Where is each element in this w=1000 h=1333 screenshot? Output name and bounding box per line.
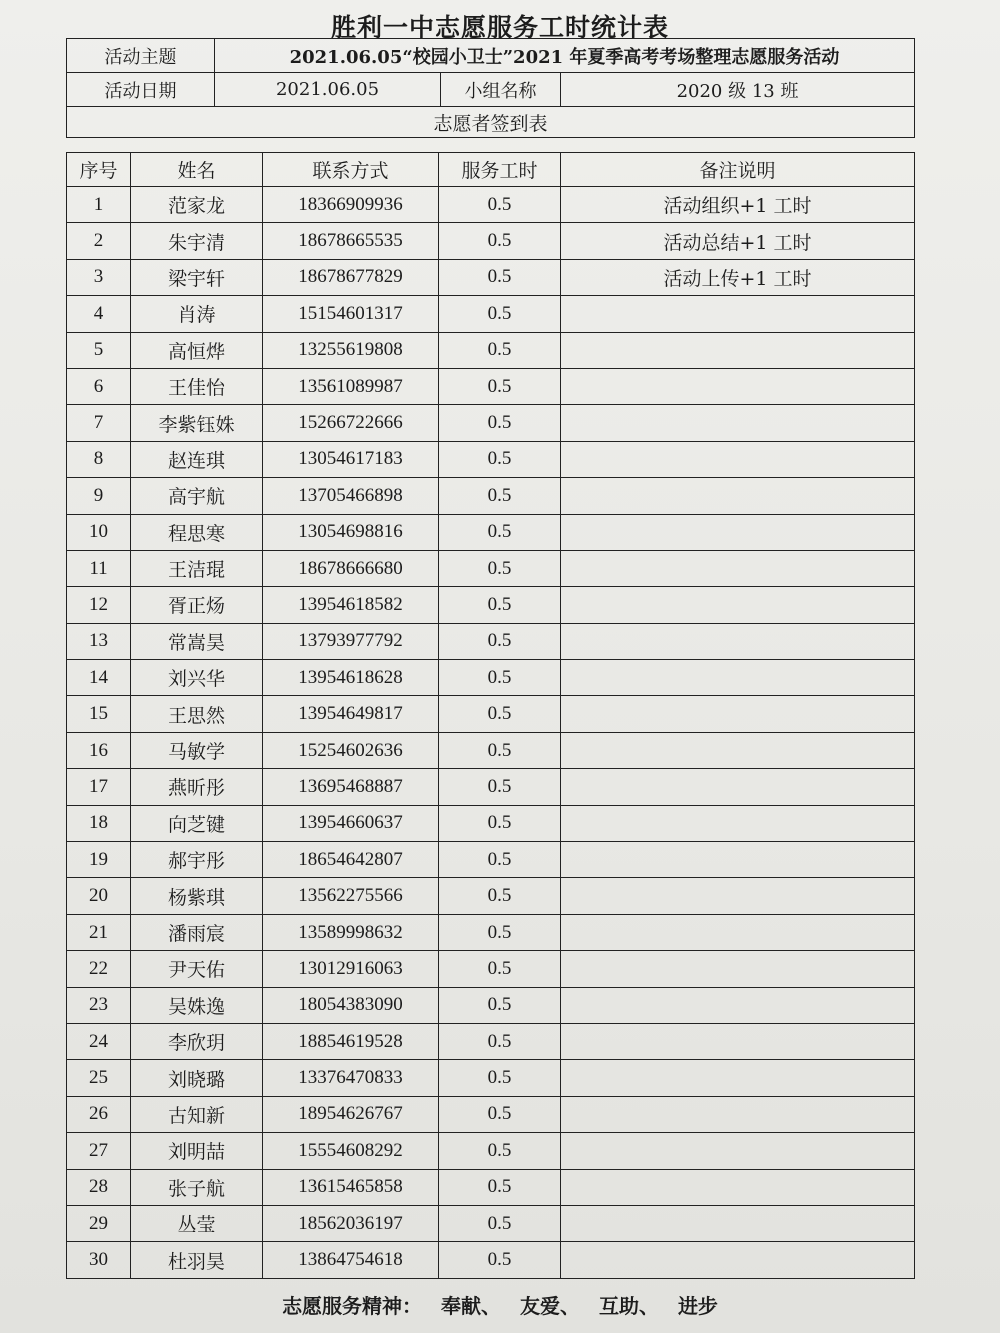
footer-spirit xyxy=(0,1290,1000,1319)
service-hours: 0.5 xyxy=(439,478,561,514)
volunteer-name: 王思然 xyxy=(131,696,263,732)
phone-number: 13054617183 xyxy=(263,441,439,477)
row-number: 8 xyxy=(67,441,131,477)
volunteer-name: 李欣玥 xyxy=(131,1023,263,1059)
volunteer-signin-table xyxy=(66,152,915,1279)
service-hours: 0.5 xyxy=(439,1169,561,1205)
volunteer-name: 朱宇清 xyxy=(131,223,263,259)
volunteer-name: 王佳怡 xyxy=(131,368,263,404)
remark xyxy=(561,660,915,696)
remark xyxy=(561,878,915,914)
footer-value: 友爱、 xyxy=(520,1294,580,1318)
phone-number: 13615465858 xyxy=(263,1169,439,1205)
volunteer-name: 常嵩昊 xyxy=(131,623,263,659)
service-hours: 0.5 xyxy=(439,1242,561,1278)
table-row xyxy=(67,878,915,914)
section-row xyxy=(67,107,915,138)
date-label: 活动日期 xyxy=(67,73,215,107)
table-row xyxy=(67,623,915,659)
remark xyxy=(561,842,915,878)
service-hours: 0.5 xyxy=(439,1060,561,1096)
volunteer-name: 刘明喆 xyxy=(131,1133,263,1169)
service-hours: 0.5 xyxy=(439,732,561,768)
table-row xyxy=(67,550,915,586)
phone-number: 18562036197 xyxy=(263,1205,439,1241)
phone-number: 13376470833 xyxy=(263,1060,439,1096)
service-hours: 0.5 xyxy=(439,987,561,1023)
remark xyxy=(561,478,915,514)
table-row xyxy=(67,1242,915,1278)
phone-number: 18954626767 xyxy=(263,1096,439,1132)
row-number: 1 xyxy=(67,187,131,223)
row-number: 20 xyxy=(67,878,131,914)
phone-number: 13954618582 xyxy=(263,587,439,623)
date-value: 2021.06.05 xyxy=(215,73,441,107)
service-hours: 0.5 xyxy=(439,332,561,368)
table-row xyxy=(67,769,915,805)
row-number: 9 xyxy=(67,478,131,514)
remark xyxy=(561,587,915,623)
remark xyxy=(561,1169,915,1205)
remark xyxy=(561,514,915,550)
volunteer-name: 马敏学 xyxy=(131,732,263,768)
remark xyxy=(561,1242,915,1278)
volunteer-name: 梁宇轩 xyxy=(131,259,263,295)
volunteer-name: 李紫钰姝 xyxy=(131,405,263,441)
table-row xyxy=(67,1205,915,1241)
phone-number: 15254602636 xyxy=(263,732,439,768)
table-row xyxy=(67,805,915,841)
volunteer-name: 张子航 xyxy=(131,1169,263,1205)
phone-number: 18678677829 xyxy=(263,259,439,295)
service-hours: 0.5 xyxy=(439,696,561,732)
table-row xyxy=(67,951,915,987)
table-row xyxy=(67,842,915,878)
row-number: 4 xyxy=(67,296,131,332)
table-row xyxy=(67,1023,915,1059)
group-value: 2020 级 13 班 xyxy=(561,73,915,107)
footer-value: 奉献、 xyxy=(441,1294,502,1318)
phone-number: 13589998632 xyxy=(263,914,439,950)
volunteer-name: 高恒烨 xyxy=(131,332,263,368)
table-row xyxy=(67,405,915,441)
phone-number: 18854619528 xyxy=(263,1023,439,1059)
remark xyxy=(561,914,915,950)
table-row xyxy=(67,1096,915,1132)
row-number: 23 xyxy=(67,987,131,1023)
table-row xyxy=(67,368,915,404)
row-number: 2 xyxy=(67,223,131,259)
remark xyxy=(561,1023,915,1059)
row-number: 27 xyxy=(67,1133,131,1169)
remark xyxy=(561,805,915,841)
remark xyxy=(561,332,915,368)
table-header-row xyxy=(67,153,915,187)
row-number: 24 xyxy=(67,1023,131,1059)
volunteer-name: 燕昕彤 xyxy=(131,769,263,805)
table-row xyxy=(67,587,915,623)
row-number: 16 xyxy=(67,732,131,768)
phone-number: 13954660637 xyxy=(263,805,439,841)
table-row xyxy=(67,441,915,477)
table-row xyxy=(67,914,915,950)
document-title: 胜利一中志愿服务工时统计表 xyxy=(330,13,669,42)
phone-number: 13793977792 xyxy=(263,623,439,659)
table-row xyxy=(67,987,915,1023)
volunteer-name: 高宇航 xyxy=(131,478,263,514)
remark xyxy=(561,1133,915,1169)
row-number: 7 xyxy=(67,405,131,441)
row-number: 29 xyxy=(67,1205,131,1241)
footer-label: 志愿服务精神： xyxy=(282,1294,423,1318)
volunteer-name: 胥正炀 xyxy=(131,587,263,623)
row-number: 11 xyxy=(67,550,131,586)
service-hours: 0.5 xyxy=(439,259,561,295)
row-number: 21 xyxy=(67,914,131,950)
activity-info-table xyxy=(66,38,915,138)
service-hours: 0.5 xyxy=(439,1133,561,1169)
phone-number: 13255619808 xyxy=(263,332,439,368)
service-hours: 0.5 xyxy=(439,1023,561,1059)
table-row xyxy=(67,187,915,223)
row-number: 13 xyxy=(67,623,131,659)
remark xyxy=(561,296,915,332)
service-hours: 0.5 xyxy=(439,550,561,586)
theme-label: 活动主题 xyxy=(67,39,215,73)
section-title: 志愿者签到表 xyxy=(67,107,915,138)
date-row xyxy=(67,73,915,107)
row-number: 22 xyxy=(67,951,131,987)
phone-number: 18054383090 xyxy=(263,987,439,1023)
theme-value: 2021.06.05“校园小卫士”2021 年夏季高考考场整理志愿服务活动 xyxy=(215,39,915,73)
table-row xyxy=(67,1169,915,1205)
service-hours: 0.5 xyxy=(439,951,561,987)
service-hours: 0.5 xyxy=(439,441,561,477)
remark xyxy=(561,1060,915,1096)
table-row xyxy=(67,478,915,514)
volunteer-name: 古知新 xyxy=(131,1096,263,1132)
service-hours: 0.5 xyxy=(439,405,561,441)
service-hours: 0.5 xyxy=(439,623,561,659)
service-hours: 0.5 xyxy=(439,914,561,950)
table-row xyxy=(67,696,915,732)
row-number: 6 xyxy=(67,368,131,404)
volunteer-name: 杨紫琪 xyxy=(131,878,263,914)
service-hours: 0.5 xyxy=(439,368,561,404)
remark xyxy=(561,696,915,732)
volunteer-name: 向芝键 xyxy=(131,805,263,841)
row-number: 12 xyxy=(67,587,131,623)
remark: 活动组织+1 工时 xyxy=(561,187,915,223)
service-hours: 0.5 xyxy=(439,842,561,878)
row-number: 19 xyxy=(67,842,131,878)
table-row xyxy=(67,296,915,332)
service-hours: 0.5 xyxy=(439,805,561,841)
remark xyxy=(561,987,915,1023)
remark xyxy=(561,550,915,586)
volunteer-name: 程思寒 xyxy=(131,514,263,550)
phone-number: 13054698816 xyxy=(263,514,439,550)
table-row xyxy=(67,660,915,696)
row-number: 26 xyxy=(67,1096,131,1132)
table-row xyxy=(67,1133,915,1169)
remark xyxy=(561,368,915,404)
table-row xyxy=(67,514,915,550)
volunteer-name: 赵连琪 xyxy=(131,441,263,477)
row-number: 30 xyxy=(67,1242,131,1278)
row-number: 5 xyxy=(67,332,131,368)
header-note: 备注说明 xyxy=(561,153,915,187)
phone-number: 13864754618 xyxy=(263,1242,439,1278)
footer-value: 进步 xyxy=(677,1294,718,1318)
remark xyxy=(561,951,915,987)
header-name: 姓名 xyxy=(131,153,263,187)
volunteer-name: 郝宇彤 xyxy=(131,842,263,878)
row-number: 18 xyxy=(67,805,131,841)
phone-number: 13561089987 xyxy=(263,368,439,404)
table-row xyxy=(67,332,915,368)
remark xyxy=(561,1096,915,1132)
table-row xyxy=(67,259,915,295)
service-hours: 0.5 xyxy=(439,660,561,696)
phone-number: 13954618628 xyxy=(263,660,439,696)
service-hours: 0.5 xyxy=(439,223,561,259)
volunteer-name: 刘兴华 xyxy=(131,660,263,696)
remark xyxy=(561,732,915,768)
row-number: 15 xyxy=(67,696,131,732)
service-hours: 0.5 xyxy=(439,296,561,332)
volunteer-name: 丛莹 xyxy=(131,1205,263,1241)
row-number: 17 xyxy=(67,769,131,805)
phone-number: 18366909936 xyxy=(263,187,439,223)
volunteer-name: 王洁琨 xyxy=(131,550,263,586)
volunteer-name: 刘晓璐 xyxy=(131,1060,263,1096)
phone-number: 13012916063 xyxy=(263,951,439,987)
service-hours: 0.5 xyxy=(439,769,561,805)
phone-number: 15554608292 xyxy=(263,1133,439,1169)
header-no: 序号 xyxy=(67,153,131,187)
table-row xyxy=(67,1060,915,1096)
volunteer-name: 潘雨宸 xyxy=(131,914,263,950)
remark xyxy=(561,769,915,805)
phone-number: 13954649817 xyxy=(263,696,439,732)
service-hours: 0.5 xyxy=(439,187,561,223)
phone-number: 13562275566 xyxy=(263,878,439,914)
remark xyxy=(561,623,915,659)
table-row xyxy=(67,732,915,768)
phone-number: 13695468887 xyxy=(263,769,439,805)
volunteer-name: 杜羽昊 xyxy=(131,1242,263,1278)
remark xyxy=(561,441,915,477)
row-number: 10 xyxy=(67,514,131,550)
volunteer-name: 范家龙 xyxy=(131,187,263,223)
header-hours: 服务工时 xyxy=(439,153,561,187)
phone-number: 18678665535 xyxy=(263,223,439,259)
remark: 活动总结+1 工时 xyxy=(561,223,915,259)
remark xyxy=(561,1205,915,1241)
row-number: 25 xyxy=(67,1060,131,1096)
header-phone: 联系方式 xyxy=(263,153,439,187)
row-number: 14 xyxy=(67,660,131,696)
volunteer-name: 尹天佑 xyxy=(131,951,263,987)
table-row xyxy=(67,223,915,259)
phone-number: 18654642807 xyxy=(263,842,439,878)
volunteer-name: 肖涛 xyxy=(131,296,263,332)
service-hours: 0.5 xyxy=(439,587,561,623)
phone-number: 13705466898 xyxy=(263,478,439,514)
group-label: 小组名称 xyxy=(441,73,561,107)
service-hours: 0.5 xyxy=(439,878,561,914)
row-number: 28 xyxy=(67,1169,131,1205)
service-hours: 0.5 xyxy=(439,514,561,550)
volunteer-name: 吴姝逸 xyxy=(131,987,263,1023)
row-number: 3 xyxy=(67,259,131,295)
remark xyxy=(561,405,915,441)
service-hours: 0.5 xyxy=(439,1205,561,1241)
service-hours: 0.5 xyxy=(439,1096,561,1132)
footer-value: 互助、 xyxy=(598,1294,659,1318)
phone-number: 18678666680 xyxy=(263,550,439,586)
phone-number: 15154601317 xyxy=(263,296,439,332)
remark: 活动上传+1 工时 xyxy=(561,259,915,295)
theme-row xyxy=(67,39,915,73)
phone-number: 15266722666 xyxy=(263,405,439,441)
